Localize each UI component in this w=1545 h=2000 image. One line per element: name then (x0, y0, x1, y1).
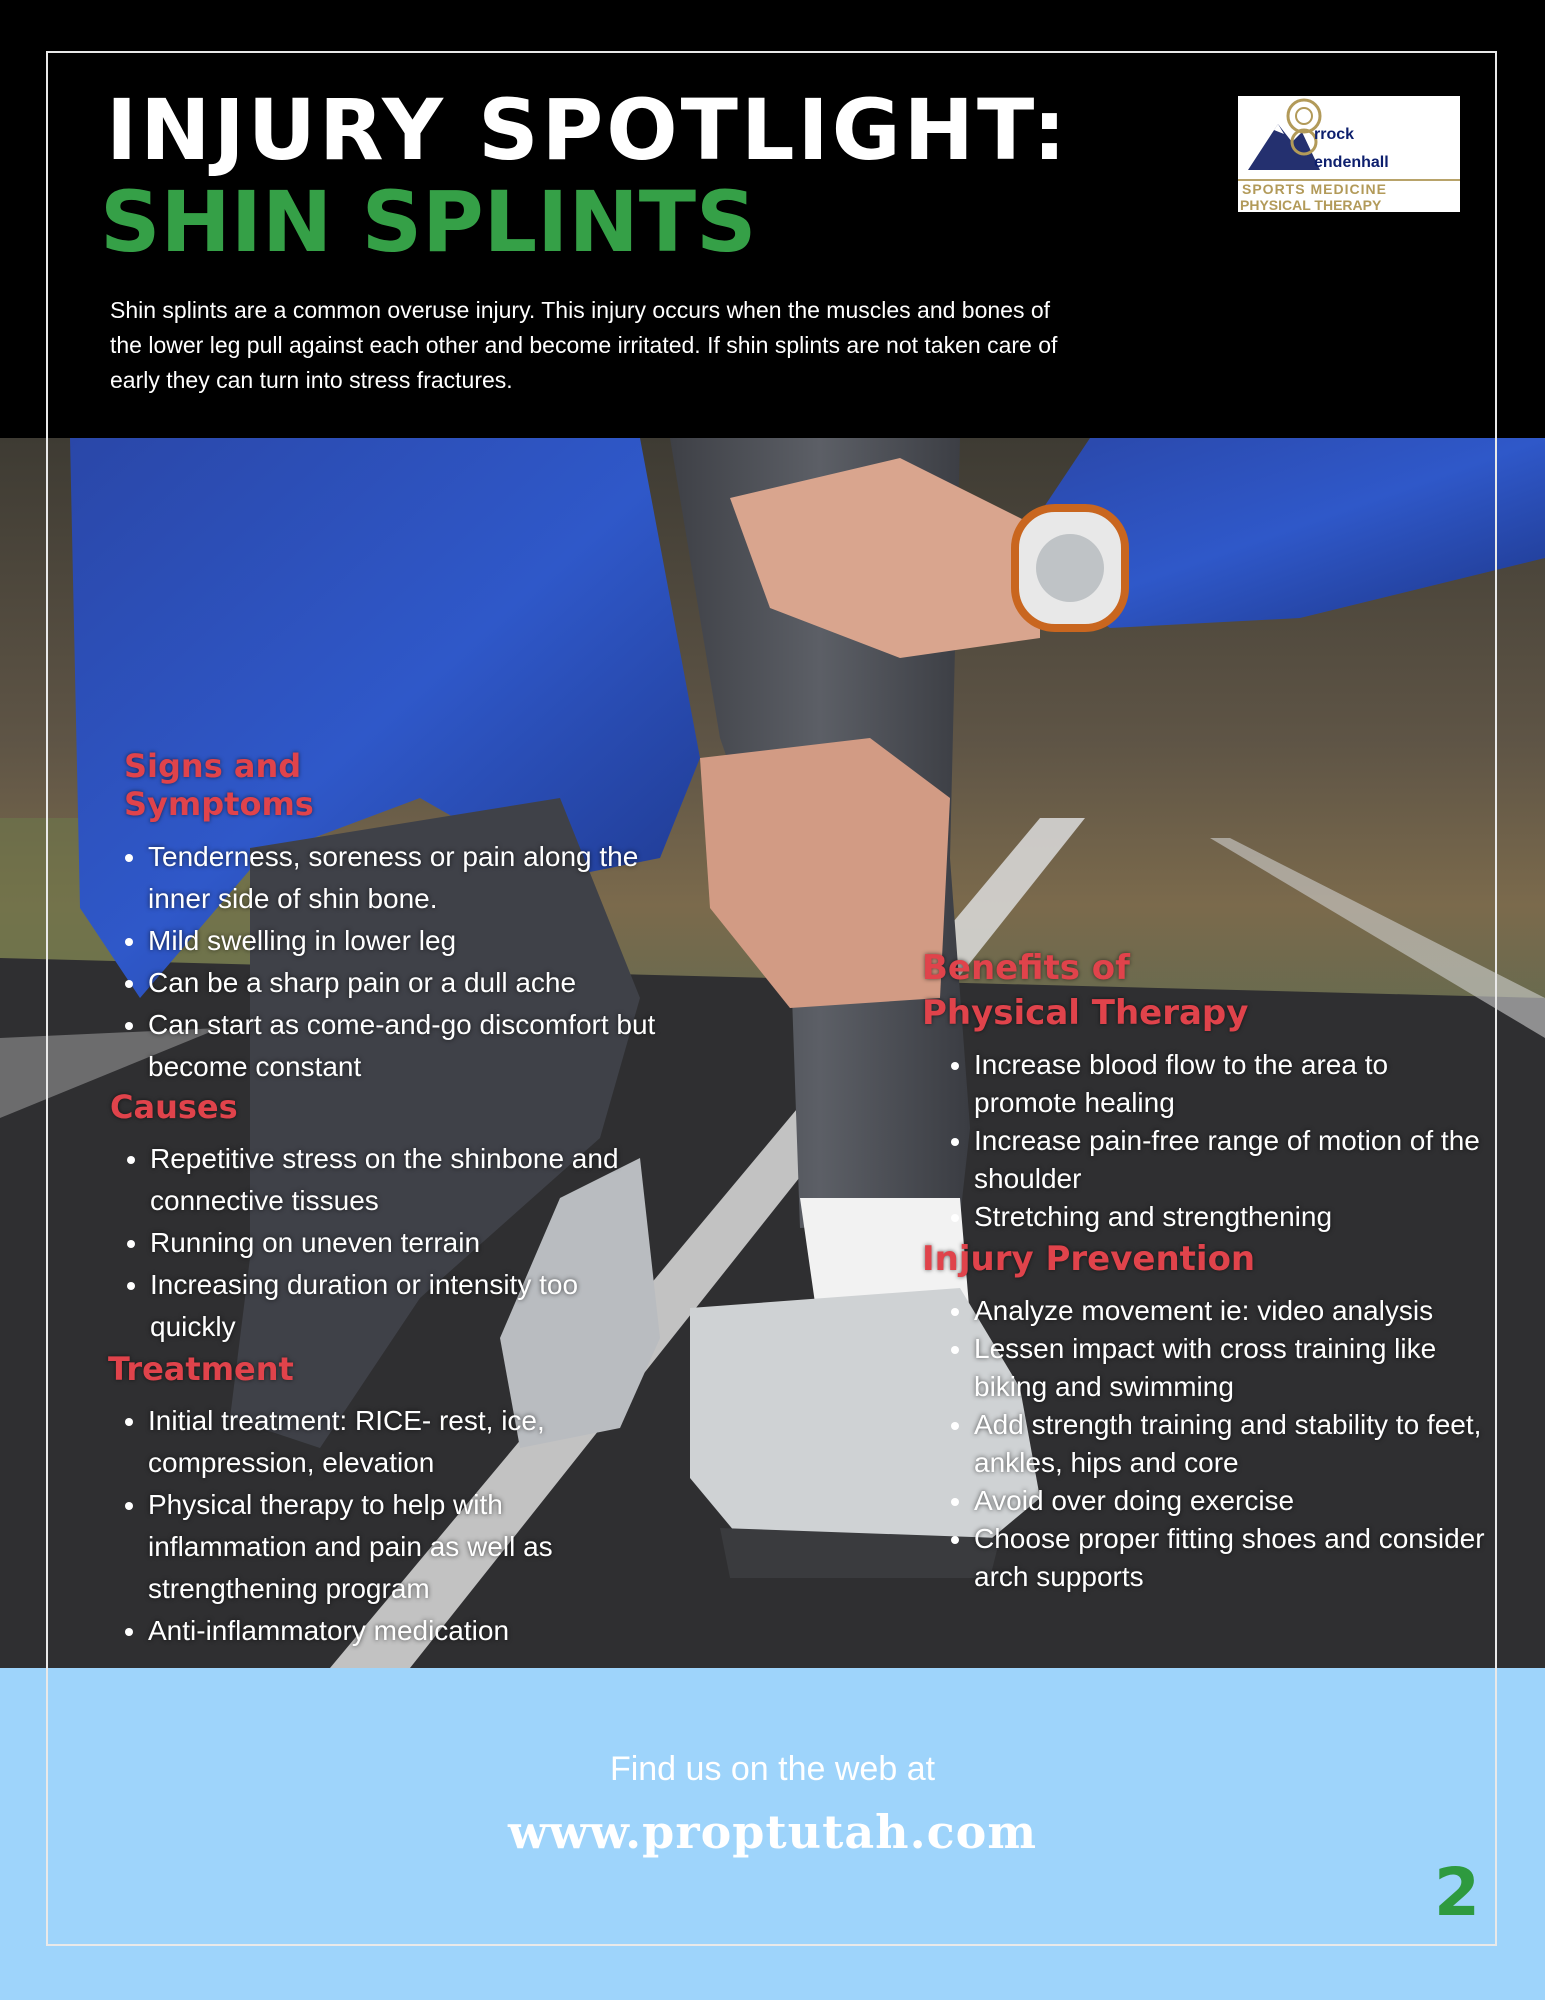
find-us-text: Find us on the web at (609, 1750, 936, 1788)
list-item: • Lessen impact with cross training like biking and swimming (974, 1330, 1494, 1406)
list-item: • Initial treatment: RICE- rest, ice, compression, elevation (148, 1400, 638, 1484)
benefits-heading-line1: Benefits of (922, 948, 1130, 988)
list-item: • Repetitive stress on the shinbone and connective tissues (150, 1138, 670, 1222)
list-item: • Anti-inflammatory medication (148, 1610, 638, 1652)
prevention-heading: Injury Prevention (922, 1239, 1256, 1279)
logo-name-line2: endenhall (1314, 154, 1389, 171)
list-item: • Running on uneven terrain (150, 1222, 670, 1264)
signs-heading (124, 747, 314, 823)
list-item: • Increasing duration or intensity too quickly (150, 1264, 670, 1348)
list-item: • Tenderness, soreness or pain along the inner side of shin bone. (148, 836, 668, 920)
treatment-list (110, 1400, 638, 1652)
benefits-heading (922, 946, 1248, 1036)
list-item: • Increase pain-free range of motion of the shoulder (974, 1122, 1494, 1198)
clinic-logo (1238, 96, 1460, 212)
intro-paragraph: Shin splints are a common overuse injury. This injury occurs when the muscles and bones of the lower leg pull against each other and become irritated. If shin splints are not taken care of early they can turn into stress fractures. (110, 297, 1058, 393)
list-item: • Choose proper fitting shoes and consider arch supports (974, 1520, 1494, 1596)
causes-heading: Causes (110, 1088, 238, 1126)
page-title-line2: SHIN SPLINTS (100, 173, 757, 271)
list-item: • Stretching and strengthening (974, 1198, 1494, 1236)
benefits-list (936, 1046, 1494, 1236)
treatment-heading: Treatment (108, 1350, 294, 1388)
list-item: • Avoid over doing exercise (974, 1482, 1494, 1520)
causes-list (112, 1138, 670, 1348)
list-item: • Can start as come-and-go discomfort but become constant (148, 1004, 668, 1088)
website-link[interactable]: www.proptutah.com (508, 1805, 1037, 1859)
list-item: • Can be a sharp pain or a dull ache (148, 962, 668, 1004)
list-item: • Mild swelling in lower leg (148, 920, 668, 962)
list-item: • Physical therapy to help with inflammation and pain as well as strengthening program (148, 1484, 638, 1610)
page-number: 2 (1434, 1854, 1480, 1931)
signs-list (110, 836, 668, 1088)
signs-heading-line2: Symptoms (124, 785, 314, 823)
header-banner (0, 0, 1545, 438)
list-item: • Increase blood flow to the area to promote healing (974, 1046, 1494, 1122)
logo-tagline-1: SPORTS MEDICINE (1242, 181, 1387, 197)
logo-name-line1: rrock (1314, 126, 1355, 143)
list-item: • Add strength training and stability to feet, ankles, hips and core (974, 1406, 1494, 1482)
logo-tagline-2: PHYSICAL THERAPY (1240, 197, 1382, 212)
signs-heading-line1: Signs and (124, 747, 302, 785)
prevention-list (936, 1292, 1494, 1596)
benefits-heading-line2: Physical Therapy (922, 993, 1249, 1033)
page-title-line1: INJURY SPOTLIGHT: (106, 81, 1070, 179)
list-item: • Analyze movement ie: video analysis (974, 1292, 1494, 1330)
